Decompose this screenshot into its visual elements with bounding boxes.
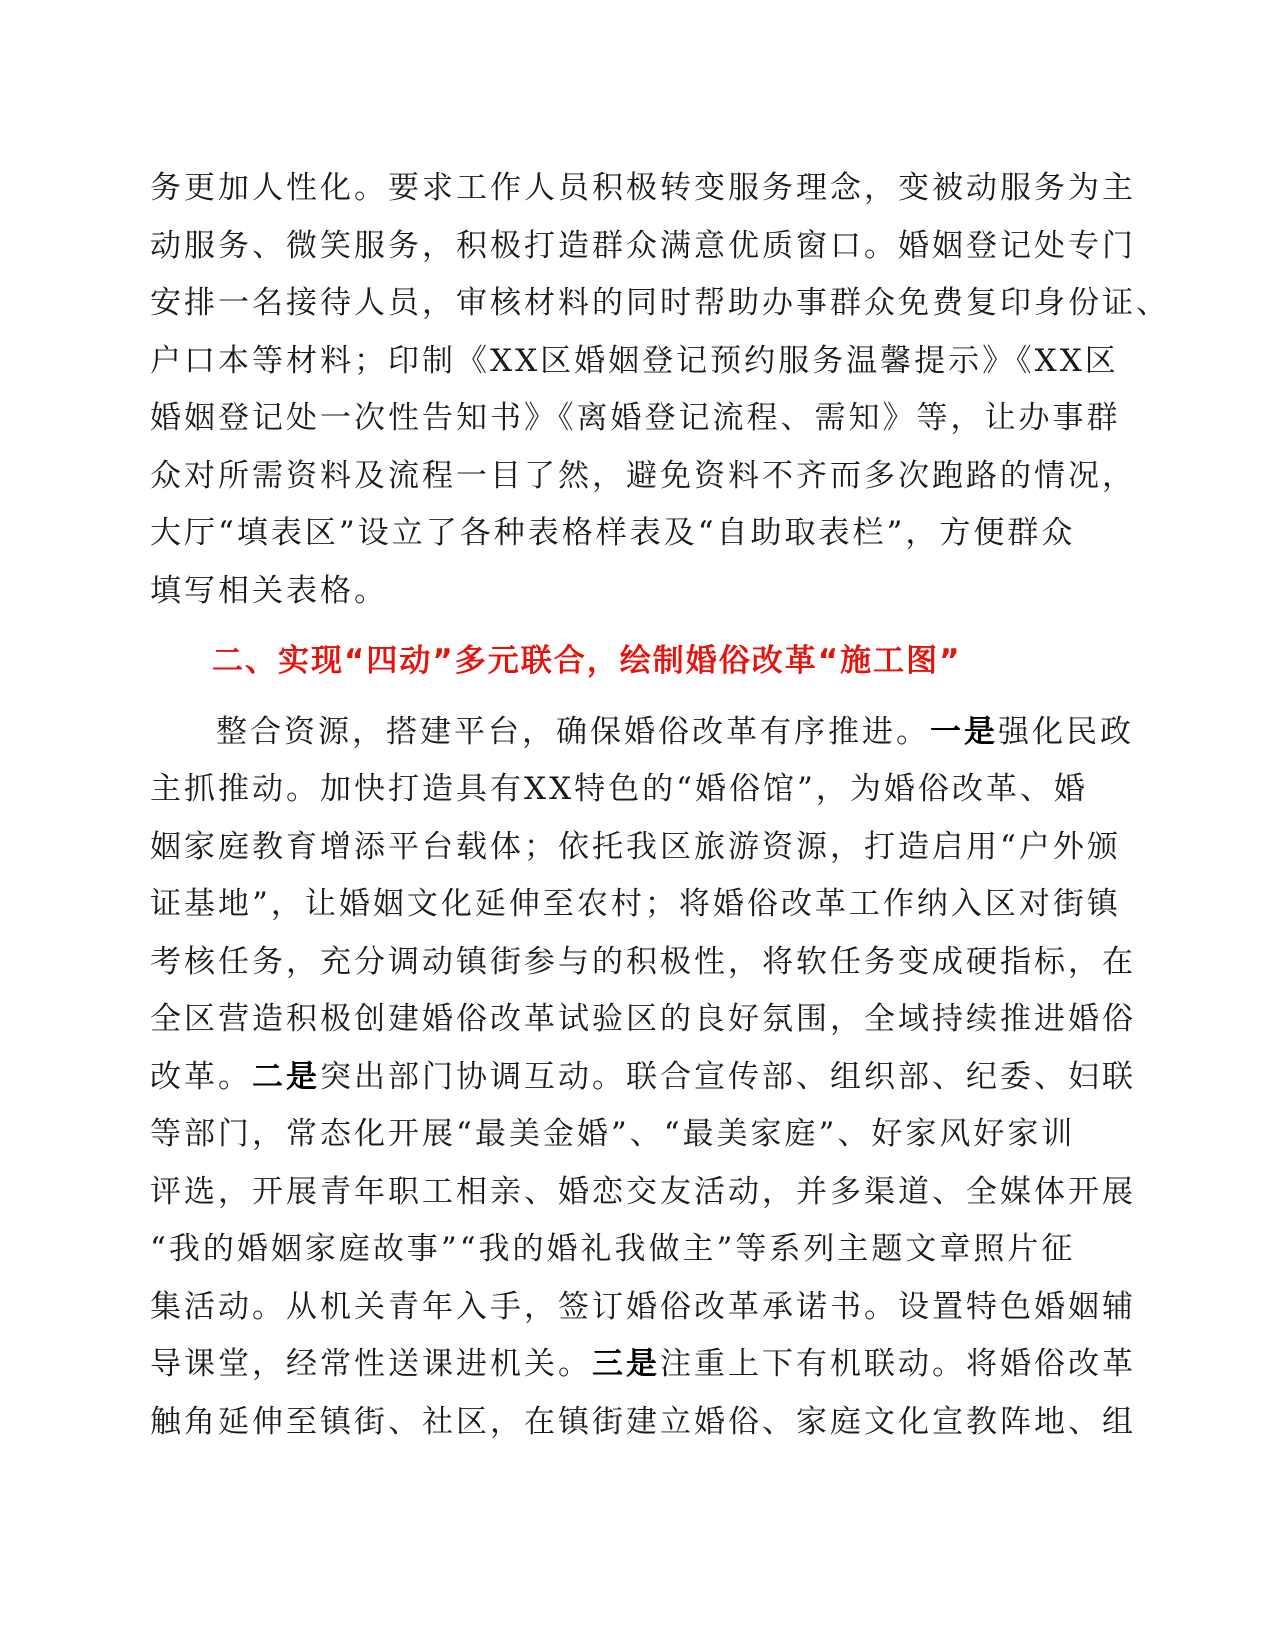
text-line: 集活动。从机关青年入手，签订婚俗改革承诺书。设置特色婚姻辅 [150,1288,1136,1325]
text-line: 触角延伸至镇街、社区，在镇街建立婚俗、家庭文化宣教阵地、组 [150,1403,1136,1440]
text-line: 动服务、微笑服务，积极打造群众满意优质窗口。婚姻登记处专门 [150,227,1136,264]
keyword-third: 三是 [592,1346,660,1382]
text-segment: 导课堂，经常性送课进机关。 [150,1346,592,1382]
text-line: 姻家庭教育增添平台载体；依托我区旅游资源，打造启用“户外颁 [150,828,1121,865]
text-line: 全区营造积极创建婚俗改革试验区的良好氛围，全域持续推进婚俗 [150,1001,1136,1037]
keyword-first: 一是 [930,713,998,750]
text-line: 众对所需资料及流程一目了然，避免资料不齐而多次跑路的情况， [150,457,1136,494]
text-line: 评选，开展青年职工相亲、婚恋交友活动，并多渠道、全媒体开展 [150,1173,1136,1210]
text-segment: 整合资源，搭建平台，确保婚俗改革有序推进。 [216,713,930,750]
text-line: 等部门，常态化开展“最美金婚”、“最美家庭”、好家风好家训 [150,1116,1076,1152]
paragraph-service-window [150,160,1170,620]
text-segment: 强化民政 [998,713,1134,750]
paragraph-four-actions [150,704,1135,1452]
text-line: 务更加人性化。要求工作人员积极转变服务理念，变被动服务为主 [150,170,1136,206]
text-line: 考核任务，充分调动镇街参与的积极性，将软任务变成硬指标，在 [150,943,1136,980]
text-line: 大厅“填表区”设立了各种表格样表及“自助取表栏”，方便群众 [150,515,1076,551]
text-line [150,704,1135,762]
text-line: 婚姻登记处一次性告知书》《离婚登记流程、需知》等，让办事群 [150,400,1121,436]
text-line: 主抓推动。加快打造具有XX特色的“婚俗馆”，为婚俗改革、婚 [150,771,1088,807]
text-segment: 注重上下有机联动。将婚俗改革 [660,1346,1136,1382]
text-line: “我的婚姻家庭故事”“我的婚礼我做主”等系列主题文章照片征 [150,1231,1076,1267]
keyword-second: 二是 [252,1058,320,1095]
section-heading: 二、实现“四动”多元联合，绘制婚俗改革“施工图” [212,643,962,679]
text-line: 户口本等材料；印制《XX区婚姻登记预约服务温馨提示》《XX区 [150,342,1119,379]
document-body [150,160,1170,1451]
text-line: 填写相关表格。 [150,572,388,609]
text-segment: 改革。 [150,1058,252,1095]
text-line [150,1336,1135,1394]
text-line [150,1049,1135,1107]
text-segment: 突出部门协调互动。联合宣传部、组织部、纪委、妇联 [320,1058,1136,1095]
text-line: 安排一名接待人员，审核材料的同时帮助办事群众免费复印身份证、 [150,285,1170,321]
text-line: 证基地”，让婚姻文化延伸至农村；将婚俗改革工作纳入区对街镇 [150,886,1121,922]
